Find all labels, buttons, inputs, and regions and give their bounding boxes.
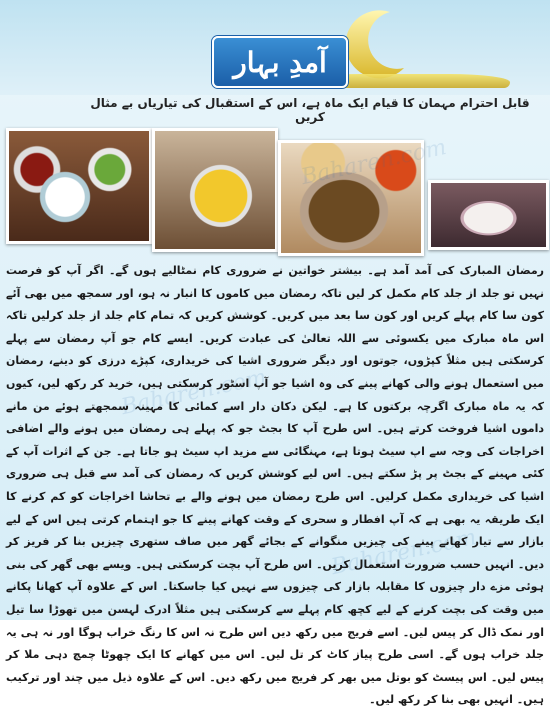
article-paragraph: رمضان المبارک کی آمد آمد ہے۔ بیشتر خواتین نے ضروری کام نمٹالیے ہوں گے۔ اگر آپ کو فرصت نہیں تو جلد از جلد کام مکمل کر لیں تاکہ رمضان میں کاموں کا انبار نہ ہو، اور سمجھ میں بھی آئے کون سا کام پہلے کریں اور کون سا بعد میں کریں۔ کوشش کریں کہ تمام کام جلد از جلد کرلیں تاکہ اس ماہ مبارک میں یکسوئی سے اللہ تعالیٰ کی عبادت کریں۔ ایسے کام جو آپ رمضان سے پہلے کرسکتی ہیں مثلاً کپڑوں، جوتوں اور دیگر ضروری اشیا کی خریداری، کپڑے درزی کو دینے، رمضان میں استعمال ہونے والی کھانے پینے کی وہ اشیا جو آپ اسٹور کرسکتی ہیں، خرید کر رکھ لیں، کیوں کہ یہ ماہ مبارک اگرچہ برکتوں کا ہے۔ لیکن دکان دار اسے کمائی کا مہینہ سمجھتے ہوئے من مانے داموں اشیا فروخت کرتے ہیں۔ اس طرح آپ کا بجٹ جو کہ پہلے ہی رمضان میں ہونے والے اضافی اخراجات کی وجہ سے اپ سیٹ ہوتا ہے، مہنگائی سے مزید اپ سیٹ ہو جاتا ہے۔ جن کے اثرات آپ کے کئی مہینے کے بجٹ پر پڑ سکتے ہیں۔ اس لیے کوشش کریں کہ رمضان کی آمد سے قبل ہی ضروری اشیا کی خریداری مکمل کرلیں۔ اس طرح رمضان میں ہونے والے بے تحاشا اخراجات کو کم کرنے کا ایک طریقہ یہ بھی ہے کہ آپ افطار و سحری کے وقت کھانے پینے کا جو اہتمام کرتی ہیں اس کے لیے بازار سے تیار کھانے پینے کی چیزیں منگوانے کے بجائے گھر میں صاف ستھری چیزیں بنا کر فریز کر دیں۔ انہیں حسب ضرورت استعمال کریں۔ اس طرح آپ بچت کرسکتی ہیں۔ ویسے بھی گھر کی بنی ہوئی مزے دار چیزوں کا مقابلہ بازار کی چیزوں سے نہیں کیا جاسکتا۔ اس کے علاوہ آپ کھانا پکانے میں وقت کی بچت کرنے کے لیے کچھ کام پہلے سے کرسکتی ہیں مثلاً ادرک لہسن میں تھوڑا سا تیل اور نمک ڈال کر پیس لیں۔ اسے فریج میں رکھ دیں اس طرح نہ اس کا رنگ خراب ہوگا اور نہ ہی یہ جلد خراب ہوں گے۔ اسی طرح پیاز کاٹ کر تل لیں۔ اس میں کھانے کا ایک چھوٹا چمچ دہی ملا کر پیس لیں۔ اس پیسٹ کو بوتل میں بھر کر فریج میں رکھ دیں۔ اس کے علاوہ ذیل میں چند اور ترکیب ہیں۔ انہیں بھی بنا کر رکھ لیں۔ [6,264,544,707]
page-title: آمدِ بہار [212,36,348,88]
watermark: Baharen.com [329,524,479,581]
qeema-platter-photo [278,140,424,256]
dessert-bowl-photo [428,180,549,250]
chutney-bowls-photo [6,128,152,244]
watermark: Baharen.com [119,364,269,421]
mixing-bowl-photo [152,128,278,252]
article-subtitle: قابل احترام مہمان کا قیام ایک ماہ ہے، اس کے استقبال کی تیاریاں بے مثال کریں [90,96,530,124]
article-body [6,260,544,712]
